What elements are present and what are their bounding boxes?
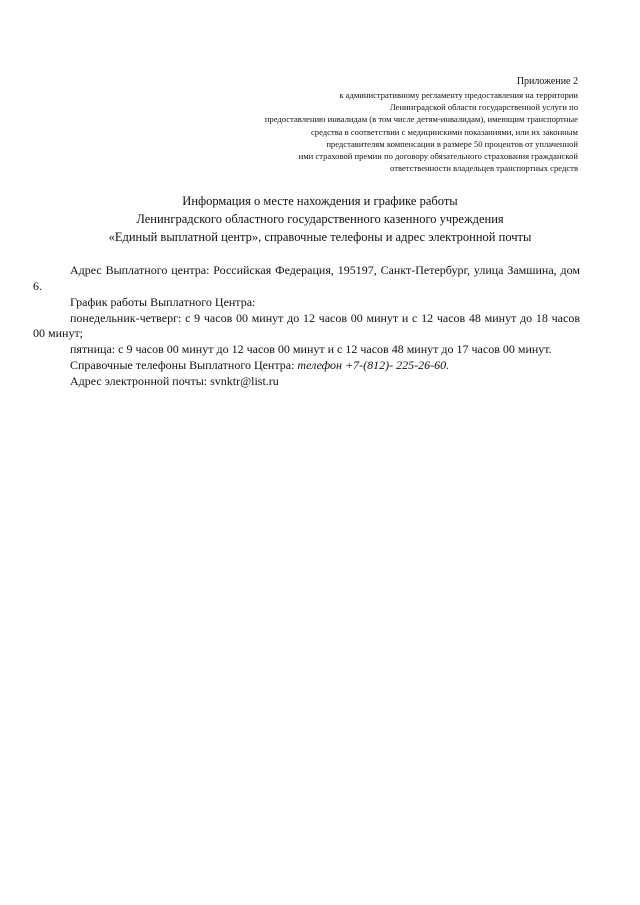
schedule-title: График работы Выплатного Центра:	[70, 294, 256, 309]
schedule-mon-thu: понедельник-четверг: с 9 часов 00 минут до 12 часов 00 минут и с 12 часов 48 минут до 18 часов 00 минут;	[33, 310, 580, 340]
address-paragraph: Адрес Выплатного центра: Российская Федерация, 195197, Санкт-Петербург, улица Замшина, дом 6.	[33, 263, 580, 293]
appendix-line: представителям компенсации в размере 50 процентов от уплаченной	[326, 138, 578, 149]
phones-paragraph	[33, 358, 580, 374]
appendix-line: к административному регламенту предоставления на территории	[339, 90, 578, 100]
schedule-friday: пятница: с 9 часов 00 минут до 12 часов 00 минут и с 12 часов 48 минут до 17 часов 00 минут.	[70, 342, 552, 356]
appendix-title: Приложение 2	[516, 76, 578, 87]
appendix-line: ответственности владельцев транспортных средств	[390, 163, 578, 174]
appendix-line: ими страховой премии по договору обязательного страхования гражданской	[298, 151, 578, 162]
phone-number: телефон +7-(812)- 225-26-60.	[297, 358, 450, 372]
email-paragraph: Адрес электронной почты: svnktr@list.ru	[70, 374, 279, 388]
phones-label: Справочные телефоны Выплатного Центра:	[70, 358, 298, 372]
heading-line-3: «Единый выплатной центр», справочные телефоны и адрес электронной почты	[108, 230, 532, 244]
appendix-line: Ленинградской области государственной услуги по	[389, 102, 578, 113]
document-body	[33, 263, 580, 390]
heading-line-1: Информация о месте нахождения и графике работы	[182, 194, 458, 208]
appendix-block	[158, 76, 578, 174]
heading-line-2: Ленинградского областного государственного казенного учреждения	[136, 212, 504, 226]
appendix-line: предоставлению инвалидам (в том числе детям-инвалидам), имеющим транспортные	[264, 114, 578, 125]
appendix-line: средства в соответствии с медицинскими показаниями, или их законным	[310, 126, 578, 137]
document-heading	[0, 192, 640, 246]
